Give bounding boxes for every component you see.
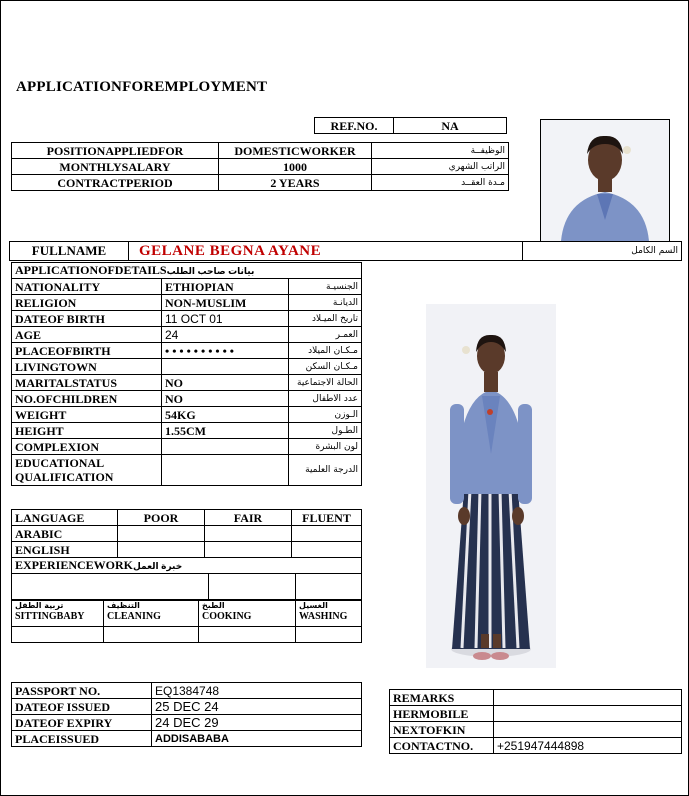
detail-ar: الـوزن <box>289 407 362 423</box>
details-table <box>11 262 362 486</box>
detail-label: DATEOF BIRTH <box>12 311 162 327</box>
detail-label: MARITALSTATUS <box>12 375 162 391</box>
detail-label: LIVINGTOWN <box>12 359 162 375</box>
language-row <box>12 526 362 542</box>
detail-value: 24 <box>162 327 289 343</box>
passport-row <box>12 731 362 747</box>
fullname-table <box>9 241 682 261</box>
full-body-image <box>426 304 556 668</box>
detail-label: HEIGHT <box>12 423 162 439</box>
detail-ar: العمـر <box>289 327 362 343</box>
ref-table <box>314 117 507 134</box>
detail-ar: الديانـة <box>289 295 362 311</box>
passport-label: DATEOF ISSUED <box>12 699 152 715</box>
passport-row <box>12 699 362 715</box>
details-row <box>12 375 362 391</box>
remarks-row <box>390 706 682 722</box>
language-row <box>12 542 362 558</box>
detail-value: 1.55CM <box>162 423 289 439</box>
detail-value <box>162 359 289 375</box>
remarks-row <box>390 690 682 706</box>
passport-value: 24 DEC 29 <box>152 715 362 731</box>
skill-label: SITTINGBABY <box>15 611 85 622</box>
salary-value: 1000 <box>219 159 372 175</box>
poor-header: POOR <box>118 510 205 526</box>
passport-label: DATEOF EXPIRY <box>12 715 152 731</box>
details-row <box>12 423 362 439</box>
details-header-label: APPLICATIONOFDETAILS <box>15 263 167 277</box>
skill-ar: الغسيل <box>299 601 328 610</box>
experience-table <box>11 557 362 601</box>
details-row <box>12 311 362 327</box>
detail-label: NO.OFCHILDREN <box>12 391 162 407</box>
passport-table <box>11 682 362 747</box>
position-ar: الوظيفــة <box>372 143 509 159</box>
detail-ar: عدد الاطفال <box>289 391 362 407</box>
skills-value-row <box>12 627 362 643</box>
passport-value: EQ1384748 <box>152 683 362 699</box>
passport-label: PASSPORT NO. <box>12 683 152 699</box>
details-row <box>12 343 362 359</box>
details-row <box>12 439 362 455</box>
experience-label: EXPERIENCEWORK <box>15 558 134 572</box>
full-body-photo <box>426 304 556 668</box>
details-row <box>12 295 362 311</box>
language-header: LANGUAGE <box>12 510 118 526</box>
form-title: APPLICATIONFOREMPLOYMENT <box>16 79 268 95</box>
passport-row <box>12 683 362 699</box>
remarks-row <box>390 722 682 738</box>
detail-label: PLACEOFBIRTH <box>12 343 162 359</box>
salary-label: MONTHLYSALARY <box>12 159 219 175</box>
detail-ar: مـكـان السكن <box>289 359 362 375</box>
details-row <box>12 407 362 423</box>
language-table <box>11 509 362 558</box>
remarks-value <box>494 706 682 722</box>
salary-row <box>12 159 509 175</box>
details-row <box>12 359 362 375</box>
fullname-ar: السم الكامل <box>523 242 682 261</box>
contract-value: 2 YEARS <box>219 175 372 191</box>
experience-row <box>12 574 362 601</box>
passport-value: 25 DEC 24 <box>152 699 362 715</box>
skill-label: COOKING <box>202 611 252 622</box>
education-row <box>12 455 362 486</box>
skill-ar: تربية الطفل <box>15 601 64 610</box>
detail-value: ETHIOPIAN <box>162 279 289 295</box>
fullname-value: GELANE BEGNA AYANE <box>129 242 523 261</box>
details-row <box>12 391 362 407</box>
language-label: ARABIC <box>12 526 118 542</box>
skill-label: WASHING <box>299 611 348 622</box>
fluent-header: FLUENT <box>292 510 362 526</box>
passport-label: PLACEISSUED <box>12 731 152 747</box>
details-row <box>12 327 362 343</box>
detail-value: 11 OCT 01 <box>162 311 289 327</box>
detail-value: NO <box>162 375 289 391</box>
position-table <box>11 142 509 191</box>
detail-label: COMPLEXION <box>12 439 162 455</box>
details-header-row <box>12 263 362 279</box>
detail-ar: الطـول <box>289 423 362 439</box>
remarks-row <box>390 738 682 754</box>
remarks-value <box>494 722 682 738</box>
education-ar: الدرجة العلمية <box>289 455 362 486</box>
experience-header-row <box>12 558 362 574</box>
detail-ar: الجنسيـة <box>289 279 362 295</box>
portrait-image <box>541 120 669 241</box>
skill-label: CLEANING <box>107 611 161 622</box>
detail-value: 54KG <box>162 407 289 423</box>
detail-value: NO <box>162 391 289 407</box>
detail-value: NON-MUSLIM <box>162 295 289 311</box>
details-row <box>12 279 362 295</box>
language-label: ENGLISH <box>12 542 118 558</box>
remarks-label: REMARKS <box>390 690 494 706</box>
details-header-ar: بيانات صاحب الطلب <box>166 266 255 276</box>
remarks-value <box>494 690 682 706</box>
remarks-table <box>389 689 682 754</box>
skills-row <box>12 600 362 627</box>
detail-value <box>162 439 289 455</box>
skill-ar: الطبخ <box>202 601 225 610</box>
education-value <box>162 455 289 486</box>
education-label-1: EDUCATIONAL <box>15 456 105 470</box>
remarks-label: NEXTOFKIN <box>390 722 494 738</box>
ref-value: NA <box>394 118 507 134</box>
detail-label: WEIGHT <box>12 407 162 423</box>
detail-ar: تاريخ الميـلاد <box>289 311 362 327</box>
passport-row <box>12 715 362 731</box>
detail-ar: لون البشرة <box>289 439 362 455</box>
experience-ar: خبرة العمل <box>133 561 183 571</box>
contract-label: CONTRACTPERIOD <box>12 175 219 191</box>
position-row <box>12 143 509 159</box>
language-header-row <box>12 510 362 526</box>
detail-label: AGE <box>12 327 162 343</box>
skill-ar: التنظيف <box>107 601 140 610</box>
portrait-photo <box>540 119 670 242</box>
detail-ar: مـكـان الميلاد <box>289 343 362 359</box>
remarks-value: +251947444898 <box>494 738 682 754</box>
contract-row <box>12 175 509 191</box>
ref-label: REF.NO. <box>315 118 394 134</box>
salary-ar: الراتب الشهري <box>372 159 509 175</box>
education-label-2: QUALIFICATION <box>15 470 114 484</box>
position-label: POSITIONAPPLIEDFOR <box>12 143 219 159</box>
detail-label: RELIGION <box>12 295 162 311</box>
detail-label: NATIONALITY <box>12 279 162 295</box>
contract-ar: مـدة العقــد <box>372 175 509 191</box>
detail-value: • • • • • • • • • • <box>162 343 289 359</box>
fullname-label: FULLNAME <box>10 242 129 261</box>
skills-table <box>11 599 362 643</box>
position-value: DOMESTICWORKER <box>219 143 372 159</box>
detail-ar: الحالة الاجتماعية <box>289 375 362 391</box>
remarks-label: HERMOBILE <box>390 706 494 722</box>
remarks-label: CONTACTNO. <box>390 738 494 754</box>
fair-header: FAIR <box>205 510 292 526</box>
passport-value: ADDISABABA <box>152 731 362 747</box>
